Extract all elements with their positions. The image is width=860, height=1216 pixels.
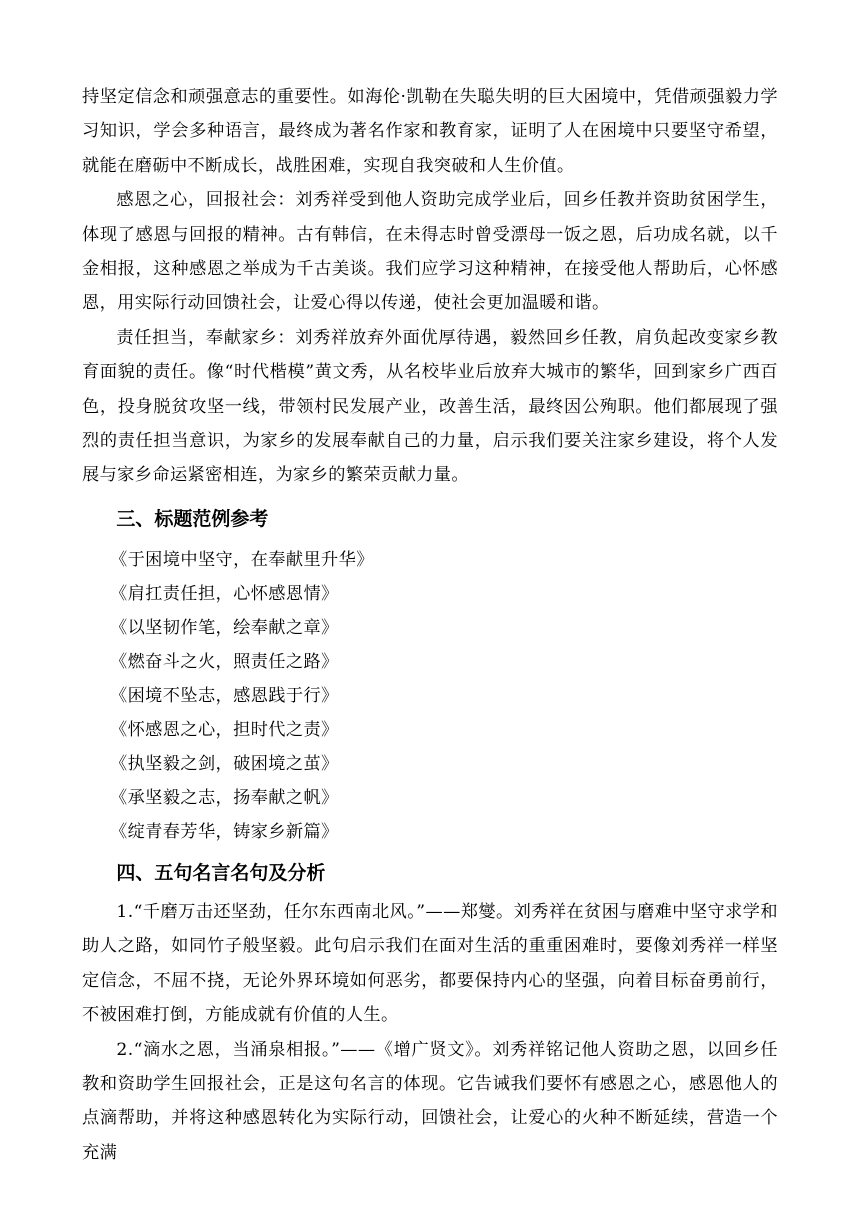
- responsibility-paragraph: 责任担当，奉献家乡：刘秀祥放弃外面优厚待遇，毅然回乡任教，肩负起改变家乡教育面貌的责任。像“时代楷模”黄文秀，从名校毕业后放弃大城市的繁华，回到家乡广西百色，投身脱贫攻坚一线，带领村民发展产业，改善生活，最终因公殉职。他们都展现了强烈的责任担当意识，为家乡的发展奉献自己的力量，启示我们要关注家乡建设，将个人发展与家乡命运紧密相连，为家乡的繁荣贡献力量。: [82, 327, 778, 486]
- quote-analysis-1: 1.“千磨万击还坚劲，任尔东西南北风。”——郑燮。刘秀祥在贫困与磨难中坚守求学和助人之路，如同竹子般坚毅。此句启示我们在面对生活的重重困难时，要像刘秀祥一样坚定信念，不屈不挠，无论外界环境如何恶劣，都要保持内心的坚强，向着目标奋勇前行，不被困难打倒，方能成就有价值的人生。: [82, 901, 778, 1026]
- intro-paragraph: 持坚定信念和顽强意志的重要性。如海伦·凯勒在失聪失明的巨大困境中，凭借顽强毅力学习知识，学会多种语言，最终成为著名作家和教育家，证明了人在困境中只要坚守希望，就能在磨砺中不断成长，战胜困难，实现自我突破和人生价值。: [82, 87, 778, 176]
- title-example: 《怀感恩之心，担时代之责》: [110, 719, 339, 740]
- title-examples-list: [82, 543, 778, 849]
- quote-analysis-2: 2.“滴水之恩，当涌泉相报。”——《增广贤文》。刘秀祥铭记他人资助之恩，以回乡任教和资助学生回报社会，正是这句名言的体现。它告诫我们要怀有感恩之心，感恩他人的点滴帮助，并将这种感恩转化为实际行动，回馈社会，让爱心的火种不断延续，营造一个充满: [82, 1039, 778, 1163]
- title-example: 《于困境中坚守，在奉献里升华》: [110, 549, 374, 570]
- gratitude-paragraph: 感恩之心，回报社会：刘秀祥受到他人资助完成学业后，回乡任教并资助贫困学生，体现了感恩与回报的精神。古有韩信，在未得志时曾受漂母一饭之恩，后功成名就，以千金相报，这种感恩之举成为千古美谈。我们应学习这种精神，在接受他人帮助后，心怀感恩，用实际行动回馈社会，让爱心得以传递，使社会更加温暖和谐。: [82, 190, 778, 314]
- title-example: 《燃奋斗之火，照责任之路》: [110, 651, 339, 672]
- title-example: 《肩扛责任担，心怀感恩情》: [110, 583, 339, 604]
- section-heading-quotes: 四、五句名言名句及分析: [116, 861, 326, 884]
- document-page: [82, 80, 778, 1170]
- title-example: 《绽青春芳华，铸家乡新篇》: [110, 821, 339, 842]
- title-example: 《困境不坠志，感恩践于行》: [110, 685, 339, 706]
- title-example: 《执坚毅之剑，破困境之茧》: [110, 753, 339, 774]
- title-example: 《以坚韧作笔，绘奉献之章》: [110, 617, 339, 638]
- title-example: 《承坚毅之志，扬奉献之帆》: [110, 787, 339, 808]
- section-heading-titles: 三、标题范例参考: [116, 507, 269, 530]
